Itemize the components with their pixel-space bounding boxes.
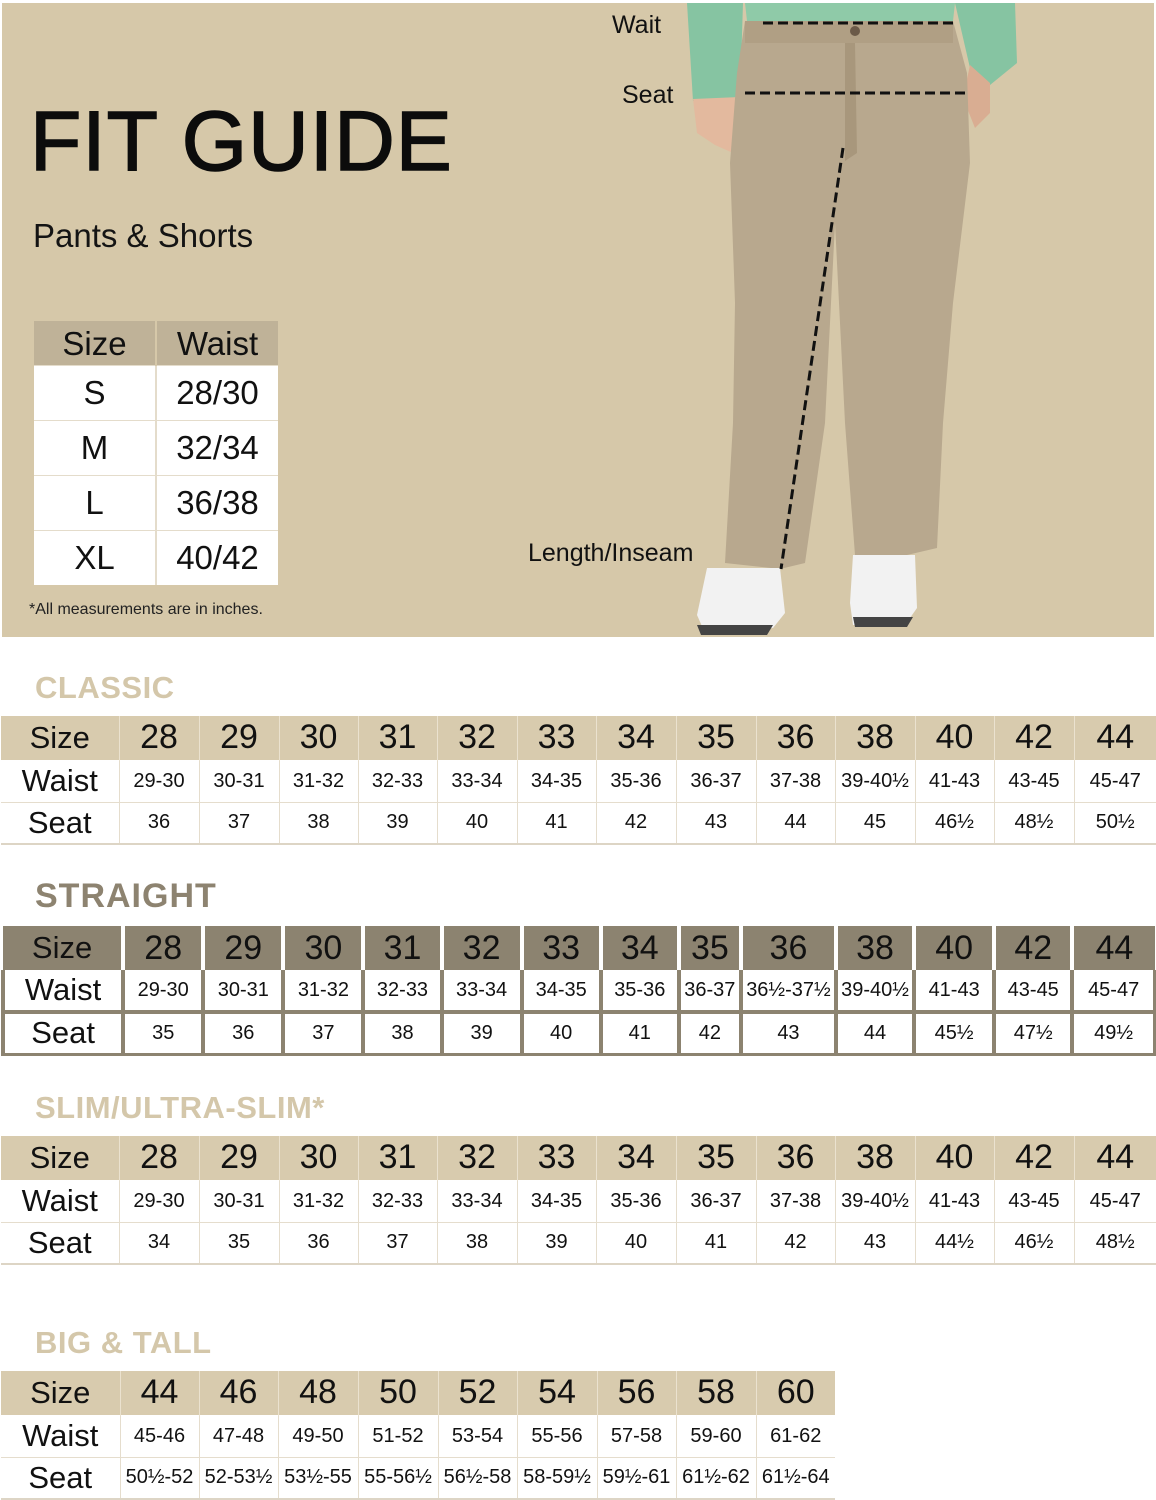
waist-cell: 43-45 (994, 970, 1072, 1012)
waist-cell: 41-43 (915, 1180, 994, 1222)
classic-size-chart (1, 716, 1156, 845)
size-cell: 44 (1074, 1136, 1156, 1180)
size-cell: 32 (437, 716, 517, 760)
size-cell: 38 (836, 926, 914, 970)
slim-chart-title: SLIM/ULTRA-SLIM* (35, 1090, 325, 1125)
waist-cell: 61-62 (756, 1415, 835, 1457)
size-cell: 35 (676, 1136, 756, 1180)
size-row (1, 1371, 835, 1415)
seat-cell: 59½-61 (597, 1457, 676, 1499)
seat-cell: 40 (596, 1222, 676, 1264)
size-cell: 36 (741, 926, 836, 970)
seat-cell: 36 (279, 1222, 358, 1264)
size-cell: 32 (442, 926, 522, 970)
row-header: Seat (1, 1457, 120, 1499)
seat-cell: 48½ (994, 802, 1074, 844)
seat-cell: 42 (596, 802, 676, 844)
waist-cell: 37-38 (756, 760, 835, 802)
waist-cell: 32-33 (363, 970, 441, 1012)
size-cell: 31 (363, 926, 441, 970)
size-cell: 29 (199, 716, 279, 760)
seat-row (1, 1457, 835, 1499)
table-row (34, 475, 278, 530)
waist-cell: 30-31 (199, 1180, 279, 1222)
waist-cell: 32-33 (358, 760, 437, 802)
waist-row (3, 970, 1155, 1012)
seat-row (3, 1012, 1155, 1054)
waist-cell: 51-52 (358, 1415, 438, 1457)
row-header: Seat (1, 1222, 119, 1264)
size-cell: XL (34, 530, 156, 585)
seat-cell: 36 (203, 1012, 283, 1054)
waist-cell: 35-36 (601, 970, 679, 1012)
seat-cell: 46½ (915, 802, 994, 844)
size-cell: 28 (119, 1136, 199, 1180)
size-cell: 31 (358, 716, 437, 760)
measurement-note: *All measurements are in inches. (29, 601, 263, 618)
size-row (1, 1136, 1156, 1180)
page-subtitle: Pants & Shorts (33, 217, 254, 254)
size-cell: 33 (522, 926, 601, 970)
waist-cell: 40/42 (156, 530, 278, 585)
seat-cell: 45 (835, 802, 915, 844)
seat-measure-label: Seat (622, 81, 674, 109)
waist-cell: 30-31 (199, 760, 279, 802)
size-cell: 33 (517, 1136, 596, 1180)
size-row (1, 716, 1156, 760)
seat-cell: 40 (522, 1012, 601, 1054)
seat-cell: 43 (741, 1012, 836, 1054)
size-cell: 34 (596, 1136, 676, 1180)
row-header: Waist (3, 970, 123, 1012)
seat-cell: 48½ (1074, 1222, 1156, 1264)
size-cell: 33 (517, 716, 596, 760)
waist-cell: 49-50 (278, 1415, 358, 1457)
size-cell: 54 (517, 1371, 597, 1415)
waist-cell: 47-48 (199, 1415, 278, 1457)
size-cell: 34 (596, 716, 676, 760)
seat-cell: 38 (363, 1012, 441, 1054)
big-tall-size-chart (1, 1371, 835, 1500)
size-cell: 32 (437, 1136, 517, 1180)
seat-cell: 49½ (1072, 1012, 1154, 1054)
waist-cell: 45-47 (1072, 970, 1154, 1012)
waist-cell: 36-37 (676, 760, 756, 802)
waist-cell: 34-35 (517, 1180, 596, 1222)
seat-cell: 41 (601, 1012, 679, 1054)
waist-cell: 35-36 (596, 760, 676, 802)
seat-cell: 37 (358, 1222, 437, 1264)
waist-cell: 36-37 (679, 970, 741, 1012)
seat-cell: 38 (437, 1222, 517, 1264)
seat-cell: 52-53½ (199, 1457, 278, 1499)
row-header: Waist (1, 1180, 119, 1222)
seat-cell: 44½ (915, 1222, 994, 1264)
seat-cell: 50½-52 (120, 1457, 199, 1499)
pants-model-image (685, 3, 1025, 637)
waist-cell: 45-47 (1074, 1180, 1156, 1222)
seat-cell: 47½ (994, 1012, 1072, 1054)
size-row (3, 926, 1155, 970)
waist-cell: 39-40½ (836, 970, 914, 1012)
size-cell: 56 (597, 1371, 676, 1415)
seat-cell: 44 (756, 802, 835, 844)
seat-cell: 36 (119, 802, 199, 844)
seat-cell: 41 (676, 1222, 756, 1264)
waist-cell: 31-32 (283, 970, 363, 1012)
waist-cell: 39-40½ (835, 1180, 915, 1222)
seat-cell: 37 (199, 802, 279, 844)
size-cell: 42 (994, 926, 1072, 970)
classic-chart-title: CLASSIC (35, 670, 175, 705)
size-cell: 38 (835, 716, 915, 760)
waist-cell: 41-43 (915, 760, 994, 802)
seat-cell: 50½ (1074, 802, 1156, 844)
waist-cell: 29-30 (119, 760, 199, 802)
row-header: Waist (1, 1415, 120, 1457)
size-cell: S (34, 365, 156, 420)
seat-cell: 38 (279, 802, 358, 844)
waist-cell: 41-43 (914, 970, 994, 1012)
size-cell: 31 (358, 1136, 437, 1180)
size-cell: M (34, 420, 156, 475)
size-cell: 30 (279, 1136, 358, 1180)
waist-cell: 33-34 (437, 1180, 517, 1222)
table-row (34, 530, 278, 585)
waist-cell: 39-40½ (835, 760, 915, 802)
size-cell: 29 (203, 926, 283, 970)
seat-cell: 39 (517, 1222, 596, 1264)
table-header-row (34, 321, 278, 365)
seat-cell: 35 (123, 1012, 203, 1054)
slim-size-chart (1, 1136, 1156, 1265)
size-cell: 52 (438, 1371, 517, 1415)
size-cell: 40 (915, 716, 994, 760)
row-header: Waist (1, 760, 119, 802)
straight-chart-title: STRAIGHT (35, 877, 217, 915)
column-header-size: Size (34, 321, 156, 365)
waist-cell: 30-31 (203, 970, 283, 1012)
waist-cell: 43-45 (994, 760, 1074, 802)
seat-row (1, 1222, 1156, 1264)
seat-cell: 61½-64 (756, 1457, 835, 1499)
page-title: FIT GUIDE (30, 94, 453, 188)
seat-cell: 35 (199, 1222, 279, 1264)
seat-cell: 45½ (914, 1012, 994, 1054)
waist-cell: 29-30 (123, 970, 203, 1012)
waist-cell: 28/30 (156, 365, 278, 420)
column-header-waist: Waist (156, 321, 278, 365)
size-cell: 36 (756, 716, 835, 760)
waist-cell: 37-38 (756, 1180, 835, 1222)
size-cell: 40 (914, 926, 994, 970)
seat-cell: 53½-55 (278, 1457, 358, 1499)
seat-cell: 55-56½ (358, 1457, 438, 1499)
fit-guide-hero (2, 3, 1154, 637)
waist-cell: 59-60 (676, 1415, 756, 1457)
waist-cell: 31-32 (279, 1180, 358, 1222)
seat-cell: 34 (119, 1222, 199, 1264)
waist-cell: 45-46 (120, 1415, 199, 1457)
seat-cell: 39 (358, 802, 437, 844)
size-cell: 44 (1074, 716, 1156, 760)
seat-cell: 43 (835, 1222, 915, 1264)
size-cell: 34 (601, 926, 679, 970)
waist-cell: 33-34 (442, 970, 522, 1012)
waist-cell: 36/38 (156, 475, 278, 530)
seat-cell: 40 (437, 802, 517, 844)
seat-row (1, 802, 1156, 844)
waist-cell: 32-33 (358, 1180, 437, 1222)
waist-row (1, 1180, 1156, 1222)
size-cell: 29 (199, 1136, 279, 1180)
size-cell: 38 (835, 1136, 915, 1180)
waist-cell: 36½-37½ (741, 970, 836, 1012)
straight-size-chart (1, 926, 1156, 1056)
seat-cell: 41 (517, 802, 596, 844)
row-header: Seat (3, 1012, 123, 1054)
waist-cell: 36-37 (676, 1180, 756, 1222)
size-cell: 28 (119, 716, 199, 760)
size-cell: 40 (915, 1136, 994, 1180)
seat-cell: 43 (676, 802, 756, 844)
waist-row (1, 760, 1156, 802)
size-cell: 35 (676, 716, 756, 760)
seat-cell: 37 (283, 1012, 363, 1054)
row-header: Seat (1, 802, 119, 844)
waist-cell: 55-56 (517, 1415, 597, 1457)
size-cell: L (34, 475, 156, 530)
size-cell: 44 (1072, 926, 1154, 970)
seat-cell: 42 (756, 1222, 835, 1264)
row-header: Size (1, 1371, 120, 1415)
seat-cell: 58-59½ (517, 1457, 597, 1499)
size-cell: 30 (283, 926, 363, 970)
size-cell: 28 (123, 926, 203, 970)
seat-cell: 56½-58 (438, 1457, 517, 1499)
row-header: Size (3, 926, 123, 970)
waist-measure-label: Wait (612, 11, 662, 39)
size-cell: 30 (279, 716, 358, 760)
waist-cell: 34-35 (517, 760, 596, 802)
size-cell: 35 (679, 926, 741, 970)
seat-cell: 44 (836, 1012, 914, 1054)
waist-cell: 35-36 (596, 1180, 676, 1222)
size-cell: 42 (994, 1136, 1074, 1180)
big-tall-chart-title: BIG & TALL (35, 1325, 212, 1360)
waist-cell: 34-35 (522, 970, 601, 1012)
size-cell: 58 (676, 1371, 756, 1415)
waist-cell: 57-58 (597, 1415, 676, 1457)
waist-cell: 33-34 (437, 760, 517, 802)
waist-row (1, 1415, 835, 1457)
size-cell: 50 (358, 1371, 438, 1415)
size-cell: 44 (120, 1371, 199, 1415)
seat-cell: 42 (679, 1012, 741, 1054)
size-waist-table (34, 321, 278, 585)
waist-cell: 31-32 (279, 760, 358, 802)
waist-cell: 43-45 (994, 1180, 1074, 1222)
table-row (34, 420, 278, 475)
seat-cell: 39 (442, 1012, 522, 1054)
table-row (34, 365, 278, 420)
seat-cell: 61½-62 (676, 1457, 756, 1499)
row-header: Size (1, 716, 119, 760)
seat-cell: 46½ (994, 1222, 1074, 1264)
size-cell: 36 (756, 1136, 835, 1180)
size-cell: 48 (278, 1371, 358, 1415)
inseam-measure-label: Length/Inseam (528, 539, 694, 567)
waist-cell: 32/34 (156, 420, 278, 475)
waist-cell: 29-30 (119, 1180, 199, 1222)
size-cell: 60 (756, 1371, 835, 1415)
size-cell: 46 (199, 1371, 278, 1415)
size-cell: 42 (994, 716, 1074, 760)
row-header: Size (1, 1136, 119, 1180)
waist-cell: 53-54 (438, 1415, 517, 1457)
waist-cell: 45-47 (1074, 760, 1156, 802)
